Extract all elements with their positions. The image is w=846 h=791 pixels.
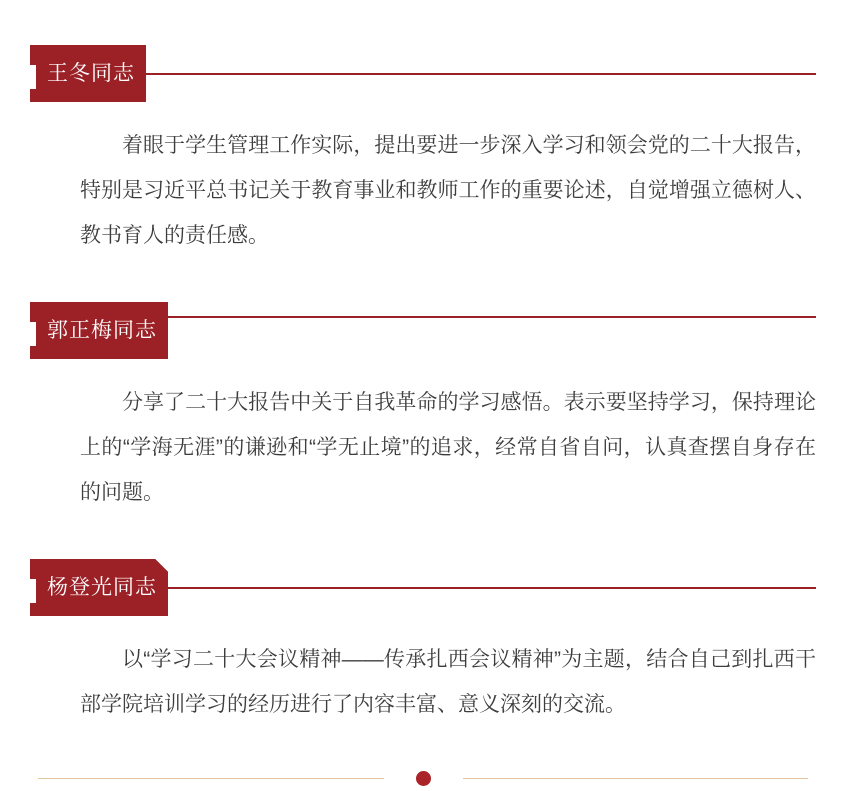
speaker-badge xyxy=(36,45,146,102)
section-header xyxy=(30,559,816,616)
speaker-badge xyxy=(36,559,168,616)
speaker-section xyxy=(30,559,816,727)
section-header xyxy=(30,302,816,359)
divider-line-left xyxy=(38,778,384,779)
header-rule xyxy=(146,73,816,75)
divider-line-right xyxy=(463,778,809,779)
footer-divider xyxy=(38,771,808,786)
header-rule xyxy=(168,587,816,589)
speaker-remarks: 以“学习二十大会议精神——传承扎西会议精神”为主题，结合自己到扎西干部学院培训学习的经历进行了内容丰富、意义深刻的交流。 xyxy=(80,648,816,716)
speaker-name: 郭正梅同志 xyxy=(47,319,157,342)
divider-dot-icon xyxy=(416,771,431,786)
speaker-name: 杨登光同志 xyxy=(47,576,157,599)
speaker-section xyxy=(30,302,816,515)
speaker-section xyxy=(30,45,816,258)
section-header xyxy=(30,45,816,102)
speaker-name: 王冬同志 xyxy=(47,62,135,85)
speaker-remarks: 分享了二十大报告中关于自我革命的学习感悟。表示要坚持学习，保持理论上的“学海无涯”的谦逊和“学无止境”的追求，经常自省自问，认真查摆自身存在的问题。 xyxy=(80,391,816,504)
header-rule xyxy=(168,316,816,318)
speaker-remarks: 着眼于学生管理工作实际，提出要进一步深入学习和领会党的二十大报告，特别是习近平总书记关于教育事业和教师工作的重要论述，自觉增强立德树人、教书育人的责任感。 xyxy=(80,134,816,247)
speaker-badge xyxy=(36,302,168,359)
